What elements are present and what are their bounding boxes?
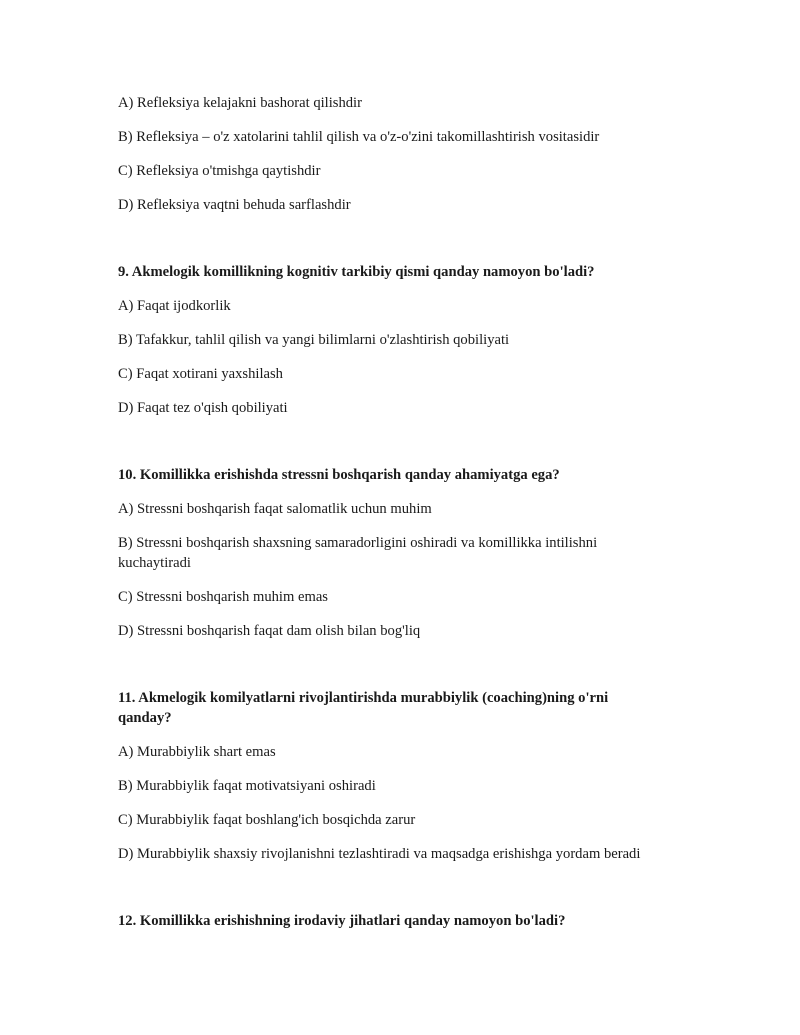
q9-option-c: C) Faqat xotirani yaxshilash: [118, 366, 283, 382]
q10-option-c: C) Stressni boshqarish muhim emas: [118, 589, 328, 605]
q8-option-d: D) Refleksiya vaqtni behuda sarflashdir: [118, 197, 351, 213]
q11-question-line1: 11. Akmelogik komilyatlarni rivojlantirishda murabbiylik (coaching)ning o'rni: [118, 690, 609, 706]
q9-option-a: A) Faqat ijodkorlik: [118, 298, 231, 314]
q10-option-d: D) Stressni boshqarish faqat dam olish bilan bog'liq: [118, 623, 421, 639]
q11-question-line2: qanday?: [118, 710, 172, 726]
q8-option-c: C) Refleksiya o'tmishga qaytishdir: [118, 163, 321, 179]
q11-option-b: B) Murabbiylik faqat motivatsiyani oshiradi: [118, 778, 376, 794]
q8-option-b: B) Refleksiya – o'z xatolarini tahlil qilish va o'z-o'zini takomillashtirish vositasidir: [118, 129, 600, 145]
q10-question: 10. Komillikka erishishda stressni boshqarish qanday ahamiyatga ega?: [118, 467, 560, 483]
q9-option-b: B) Tafakkur, tahlil qilish va yangi bilimlarni o'zlashtirish qobiliyati: [118, 332, 510, 348]
q10-option-b-line2: kuchaytiradi: [118, 555, 191, 571]
q9-option-d: D) Faqat tez o'qish qobiliyati: [118, 400, 288, 416]
q11-option-a: A) Murabbiylik shart emas: [118, 744, 276, 760]
q8-option-a: A) Refleksiya kelajakni bashorat qilishdir: [118, 95, 362, 111]
q11-option-d: D) Murabbiylik shaxsiy rivojlanishni tezlashtiradi va maqsadga erishishga yordam beradi: [118, 846, 641, 862]
q10-option-a: A) Stressni boshqarish faqat salomatlik uchun muhim: [118, 501, 432, 517]
q11-option-c: C) Murabbiylik faqat boshlang'ich bosqichda zarur: [118, 812, 416, 828]
q9-question: 9. Akmelogik komillikning kognitiv tarkibiy qismi qanday namoyon bo'ladi?: [118, 264, 595, 280]
q10-option-b-line1: B) Stressni boshqarish shaxsning samaradorligini oshiradi va komillikka intilishni: [118, 535, 598, 551]
q12-question: 12. Komillikka erishishning irodaviy jihatlari qanday namoyon bo'ladi?: [118, 913, 566, 929]
